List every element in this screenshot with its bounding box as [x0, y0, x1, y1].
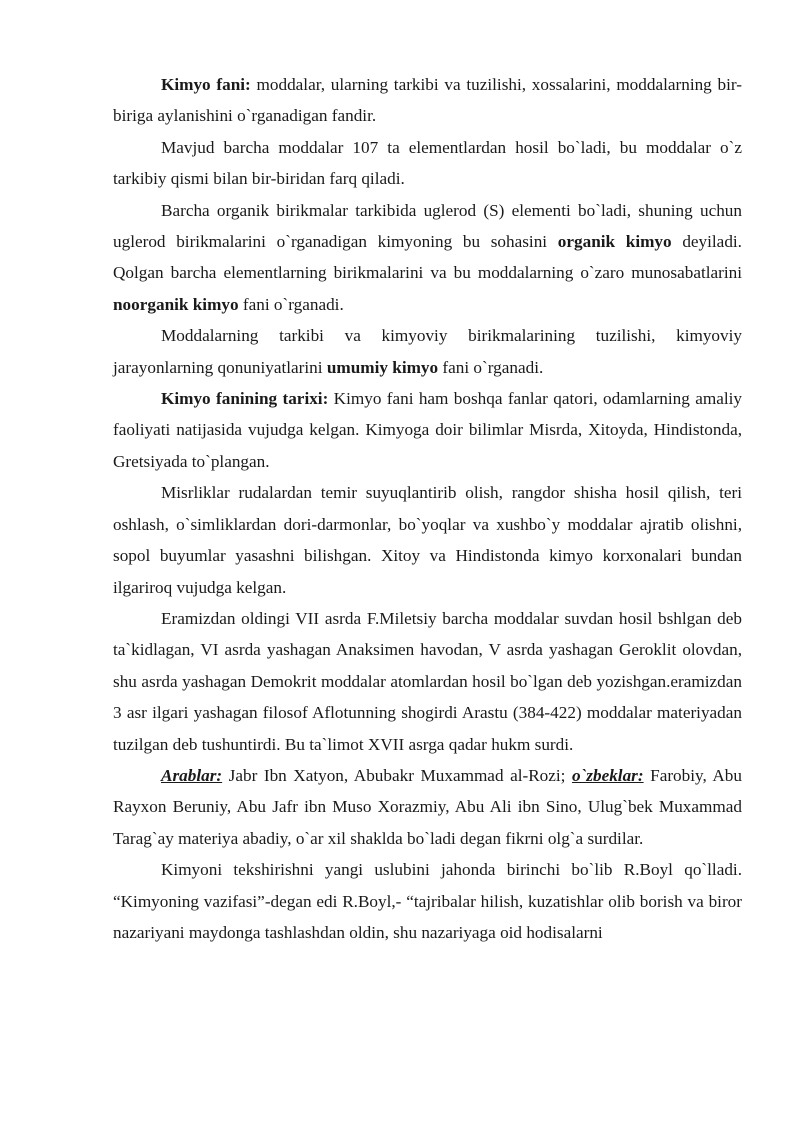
paragraph-general-chemistry — [113, 320, 742, 383]
term-kimyo-tarixi: Kimyo fanining tarixi: — [161, 389, 329, 409]
paragraph-text: deyiladi. Qolgan barcha elementlarning birikmalarini va bu moddalarning o`zaro munosabatlarini — [113, 232, 742, 283]
paragraph-organic-inorganic — [113, 195, 742, 321]
paragraph-text: Mavjud barcha moddalar 107 ta elementlardan hosil bo`ladi, bu moddalar o`z tarkibiy qismi bilan bir-biridan farq qiladi. — [113, 137, 742, 189]
paragraph-boyl — [113, 854, 742, 948]
paragraph-text: Eramizdan oldingi VII asrda F.Miletsiy barcha moddalar suvdan hosil bshlgan deb ta`kidlagan, VI asrda yashagan Anaksimen havodan, V asrda yashagan Geroklit olovdan, shu asrda yashagan Demokrit moddalar atomlardan hosil bo`lgan deb yozishgan.eramizdan 3 asr ilgari yashagan filosof Aflotunning shogirdi Arastu (384-422) moddalar materiyadan tuzilgan deb tushuntirdi. Bu ta`limot XVII asrga qadar hukm surdi. — [113, 608, 742, 754]
paragraph-text: fani o`rganadi. — [438, 357, 544, 377]
term-umumiy-kimyo: umumiy kimyo — [326, 357, 439, 377]
paragraph-elements — [113, 132, 742, 195]
paragraph-egyptians — [113, 477, 742, 603]
paragraph-text: Moddalarning tarkibi va kimyoviy birikmalarining tuzilishi, kimyoviy jarayonlarning qonuniyatlarini — [113, 326, 742, 377]
paragraph-text: Kimyoni tekshirishni yangi uslubini jahonda birinchi bo`lib R.Boyl qo`lladi. “Kimyoning vazifasi”-degan edi R.Boyl,- “tajribalar hilish, kuzatishlar olib borish va biror nazariyani maydonga tashlashdan oldin, shu nazariyaga oid hodisalarni — [113, 860, 742, 942]
paragraph-text: Farobiy, Abu Rayxon Beruniy, Abu Jafr ibn Muso Xorazmiy, Abu Ali ibn Sino, Ulug`bek Muxammad Tarag`ay materiya abadiy, o`ar xil shaklda bo`ladi degan fikrni olg`a surdilar. — [113, 765, 742, 848]
term-arablar: Arablar: — [161, 765, 223, 785]
paragraph-history — [113, 383, 742, 477]
paragraph-text: Barcha organik birikmalar tarkibida uglerod (S) elementi bo`ladi, shuning uchun uglerod birikmalarini o`rganadigan kimyoning bu sohasini — [113, 200, 742, 252]
term-ozbeklar: o`zbeklar: — [571, 765, 644, 785]
paragraph-kimyo-fani — [113, 69, 742, 132]
paragraph-arabs-uzbeks — [113, 760, 742, 854]
paragraph-text: Kimyo fani ham boshqa fanlar qatori, odamlarning amaliy faoliyati natijasida vujudga kelgan. Kimyoga doir bilimlar Misrda, Xitoyda, Hindistonda, Gretsiyada to`plangan. — [113, 389, 742, 471]
paragraph-text: moddalar, ularning tarkibi va tuzilishi, xossalarini, moddalarning bir-biriga aylanishini o`rganadigan fandir. — [113, 75, 742, 126]
paragraph-ancient-philosophers — [113, 603, 742, 760]
term-noorganik-kimyo: noorganik kimyo — [113, 294, 239, 314]
term-organik-kimyo: organik kimyo — [557, 232, 672, 252]
paragraph-text: Jabr Ibn Xatyon, Abubakr Muxammad al-Rozi; — [222, 765, 572, 785]
paragraph-text: fani o`rganadi. — [238, 294, 344, 314]
term-kimyo-fani: Kimyo fani: — [161, 75, 251, 94]
paragraph-text: Misrliklar rudalardan temir suyuqlantirib olish, rangdor shisha hosil qilish, teri oshlash, o`simliklardan dori-darmonlar, bo`yoqlar va xushbo`y moddalar ajratib olishni, sopol buyumlar yasashni bilishgan. Xitoy va Hindistonda kimyo korxonalari bundan ilgariroq vujudga kelgan. — [113, 483, 742, 597]
